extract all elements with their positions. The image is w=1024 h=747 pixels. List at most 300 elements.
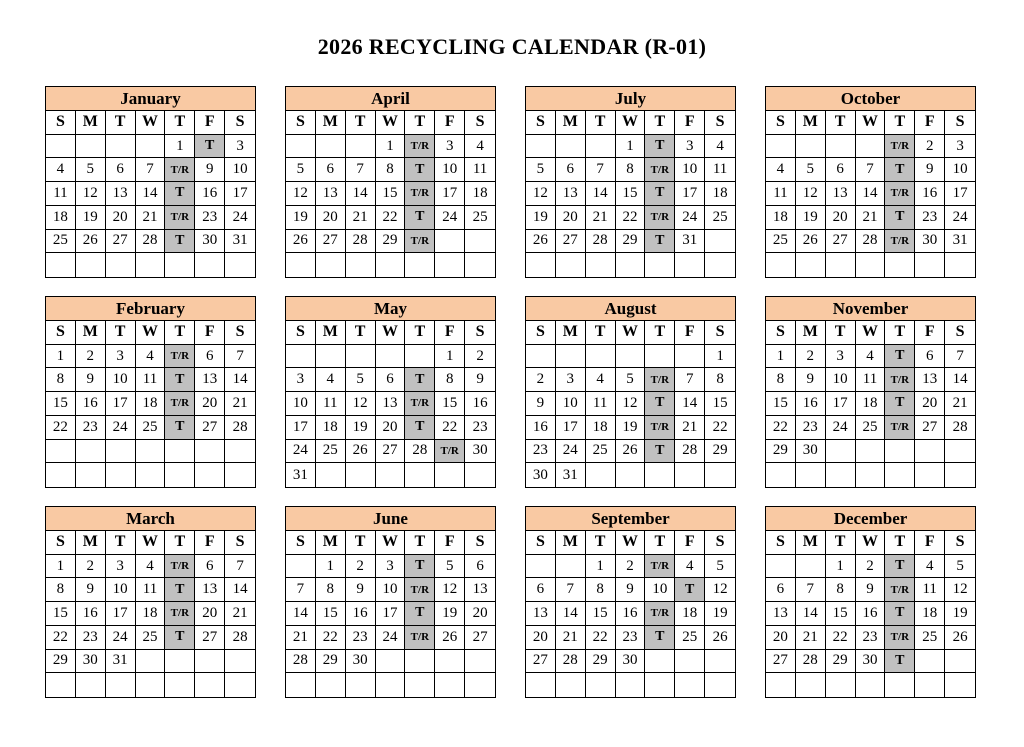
- week-row: [46, 602, 255, 626]
- weekday-label: W: [856, 531, 886, 555]
- weekday-label: S: [766, 111, 796, 135]
- day-cell: 27: [376, 440, 406, 464]
- day-cell: 12: [796, 182, 826, 206]
- day-cell: 9: [616, 578, 646, 602]
- day-cell: 25: [915, 626, 945, 650]
- week-row: [46, 440, 255, 464]
- day-cell: 22: [435, 416, 465, 440]
- day-cell: 20: [826, 206, 856, 230]
- empty-cell: [165, 463, 195, 487]
- day-cell: 26: [346, 440, 376, 464]
- day-cell: 17: [675, 182, 705, 206]
- day-cell: 10: [376, 578, 406, 602]
- week-row: [766, 182, 975, 206]
- month-name: November: [766, 297, 975, 321]
- day-cell: 25: [705, 206, 735, 230]
- day-cell: 29: [376, 230, 406, 254]
- empty-cell: [526, 555, 556, 579]
- day-cell: 20: [465, 602, 495, 626]
- day-cell: 17: [286, 416, 316, 440]
- day-cell: 27: [556, 230, 586, 254]
- pickup-day: T: [645, 182, 675, 206]
- empty-cell: [766, 673, 796, 697]
- day-cell: 5: [796, 158, 826, 182]
- empty-cell: [586, 253, 616, 277]
- month-name: August: [526, 297, 735, 321]
- day-cell: 12: [286, 182, 316, 206]
- day-cell: 12: [945, 578, 975, 602]
- day-cell: 27: [826, 230, 856, 254]
- weekday-label: S: [286, 531, 316, 555]
- weekday-label: W: [376, 321, 406, 345]
- day-cell: 31: [675, 230, 705, 254]
- pickup-day: T: [165, 182, 195, 206]
- day-cell: 8: [826, 578, 856, 602]
- day-cell: 20: [915, 392, 945, 416]
- weekday-label: F: [435, 111, 465, 135]
- pickup-day: T/R: [165, 158, 195, 182]
- day-cell: 16: [195, 182, 225, 206]
- day-cell: 13: [465, 578, 495, 602]
- weekday-label: T: [645, 111, 675, 135]
- day-cell: 16: [76, 602, 106, 626]
- day-cell: 4: [136, 555, 166, 579]
- pickup-day: T: [165, 416, 195, 440]
- pickup-day: T: [165, 578, 195, 602]
- pickup-day: T/R: [885, 368, 915, 392]
- weekday-label: W: [376, 111, 406, 135]
- day-cell: 6: [526, 578, 556, 602]
- day-cell: 4: [766, 158, 796, 182]
- day-cell: 7: [346, 158, 376, 182]
- pickup-day: T: [885, 158, 915, 182]
- day-cell: 3: [286, 368, 316, 392]
- pickup-day: T: [645, 440, 675, 464]
- day-cell: 19: [796, 206, 826, 230]
- day-cell: 24: [286, 440, 316, 464]
- weekday-label: S: [225, 321, 255, 345]
- weekday-row: [286, 531, 495, 555]
- empty-cell: [76, 440, 106, 464]
- empty-cell: [915, 253, 945, 277]
- empty-cell: [405, 463, 435, 487]
- day-cell: 21: [556, 626, 586, 650]
- weekday-row: [526, 531, 735, 555]
- day-cell: 25: [465, 206, 495, 230]
- day-cell: 18: [675, 602, 705, 626]
- day-cell: 10: [675, 158, 705, 182]
- empty-cell: [76, 253, 106, 277]
- weekday-label: S: [526, 111, 556, 135]
- empty-cell: [885, 440, 915, 464]
- empty-cell: [136, 135, 166, 159]
- day-cell: 22: [376, 206, 406, 230]
- day-cell: 25: [136, 416, 166, 440]
- weekday-label: T: [106, 111, 136, 135]
- day-cell: 27: [465, 626, 495, 650]
- week-row: [286, 135, 495, 159]
- week-row: [766, 230, 975, 254]
- day-cell: 15: [46, 392, 76, 416]
- weekday-label: M: [556, 321, 586, 345]
- month-february: [45, 296, 256, 488]
- month-december: [765, 506, 976, 698]
- day-cell: 14: [945, 368, 975, 392]
- day-cell: 17: [106, 602, 136, 626]
- day-cell: 17: [435, 182, 465, 206]
- week-row: [46, 158, 255, 182]
- day-cell: 16: [856, 602, 886, 626]
- day-cell: 19: [945, 602, 975, 626]
- week-row: [46, 673, 255, 697]
- day-cell: 4: [915, 555, 945, 579]
- week-row: [286, 368, 495, 392]
- weekday-label: S: [46, 531, 76, 555]
- weekday-row: [766, 111, 975, 135]
- pickup-day: T/R: [405, 230, 435, 254]
- week-row: [286, 602, 495, 626]
- day-cell: 13: [376, 392, 406, 416]
- weekday-label: F: [435, 531, 465, 555]
- week-row: [526, 440, 735, 464]
- month-october: [765, 86, 976, 278]
- weekday-label: T: [826, 321, 856, 345]
- empty-cell: [136, 673, 166, 697]
- week-row: [46, 253, 255, 277]
- day-cell: 25: [586, 440, 616, 464]
- day-cell: 18: [465, 182, 495, 206]
- weekday-label: S: [526, 321, 556, 345]
- week-row: [46, 555, 255, 579]
- day-cell: 1: [316, 555, 346, 579]
- week-row: [286, 182, 495, 206]
- day-cell: 27: [526, 650, 556, 674]
- empty-cell: [586, 135, 616, 159]
- week-row: [286, 416, 495, 440]
- empty-cell: [46, 673, 76, 697]
- day-cell: 8: [435, 368, 465, 392]
- day-cell: 3: [376, 555, 406, 579]
- day-cell: 23: [526, 440, 556, 464]
- pickup-day: T/R: [645, 602, 675, 626]
- weekday-label: W: [616, 531, 646, 555]
- empty-cell: [286, 555, 316, 579]
- weekday-row: [766, 531, 975, 555]
- day-cell: 1: [46, 345, 76, 369]
- empty-cell: [556, 555, 586, 579]
- week-row: [766, 602, 975, 626]
- weekday-label: S: [465, 321, 495, 345]
- empty-cell: [675, 463, 705, 487]
- day-cell: 5: [286, 158, 316, 182]
- month-july: [525, 86, 736, 278]
- day-cell: 17: [945, 182, 975, 206]
- day-cell: 29: [705, 440, 735, 464]
- empty-cell: [346, 345, 376, 369]
- empty-cell: [586, 463, 616, 487]
- day-cell: 14: [675, 392, 705, 416]
- day-cell: 5: [435, 555, 465, 579]
- week-row: [286, 230, 495, 254]
- empty-cell: [316, 253, 346, 277]
- day-cell: 24: [376, 626, 406, 650]
- week-row: [46, 230, 255, 254]
- weekday-label: W: [136, 111, 166, 135]
- empty-cell: [856, 440, 886, 464]
- pickup-day: T/R: [645, 555, 675, 579]
- day-cell: 7: [556, 578, 586, 602]
- empty-cell: [526, 345, 556, 369]
- day-cell: 13: [195, 368, 225, 392]
- day-cell: 24: [225, 206, 255, 230]
- weekday-label: F: [915, 531, 945, 555]
- day-cell: 15: [586, 602, 616, 626]
- weekday-label: T: [586, 321, 616, 345]
- empty-cell: [826, 135, 856, 159]
- pickup-day: T/R: [645, 206, 675, 230]
- empty-cell: [165, 253, 195, 277]
- weekday-row: [526, 321, 735, 345]
- empty-cell: [766, 463, 796, 487]
- empty-cell: [405, 650, 435, 674]
- pickup-day: T/R: [405, 182, 435, 206]
- day-cell: 24: [106, 626, 136, 650]
- empty-cell: [225, 650, 255, 674]
- weekday-label: T: [405, 531, 435, 555]
- empty-cell: [435, 230, 465, 254]
- empty-cell: [165, 650, 195, 674]
- day-cell: 2: [346, 555, 376, 579]
- empty-cell: [376, 253, 406, 277]
- empty-cell: [225, 440, 255, 464]
- day-cell: 28: [136, 230, 166, 254]
- empty-cell: [796, 555, 826, 579]
- day-cell: 29: [616, 230, 646, 254]
- day-cell: 9: [76, 578, 106, 602]
- day-cell: 14: [225, 578, 255, 602]
- week-row: [286, 555, 495, 579]
- day-cell: 24: [945, 206, 975, 230]
- empty-cell: [586, 345, 616, 369]
- week-row: [526, 555, 735, 579]
- day-cell: 3: [106, 555, 136, 579]
- weekday-label: S: [766, 531, 796, 555]
- weekday-label: S: [225, 111, 255, 135]
- week-row: [46, 626, 255, 650]
- day-cell: 20: [316, 206, 346, 230]
- weekday-label: M: [76, 531, 106, 555]
- day-cell: 12: [346, 392, 376, 416]
- day-cell: 23: [195, 206, 225, 230]
- weekday-row: [46, 531, 255, 555]
- day-cell: 7: [945, 345, 975, 369]
- weekday-label: T: [645, 321, 675, 345]
- day-cell: 12: [526, 182, 556, 206]
- day-cell: 23: [76, 416, 106, 440]
- day-cell: 6: [465, 555, 495, 579]
- empty-cell: [616, 673, 646, 697]
- weekday-label: T: [586, 111, 616, 135]
- pickup-day: T: [645, 135, 675, 159]
- empty-cell: [915, 673, 945, 697]
- empty-cell: [856, 673, 886, 697]
- day-cell: 10: [106, 578, 136, 602]
- day-cell: 16: [616, 602, 646, 626]
- month-name: December: [766, 507, 975, 531]
- week-row: [526, 206, 735, 230]
- day-cell: 10: [945, 158, 975, 182]
- day-cell: 30: [195, 230, 225, 254]
- pickup-day: T: [165, 626, 195, 650]
- pickup-day: T/R: [165, 555, 195, 579]
- empty-cell: [195, 673, 225, 697]
- day-cell: 24: [435, 206, 465, 230]
- weekday-label: S: [286, 321, 316, 345]
- day-cell: 21: [586, 206, 616, 230]
- empty-cell: [645, 650, 675, 674]
- day-cell: 30: [856, 650, 886, 674]
- day-cell: 24: [106, 416, 136, 440]
- day-cell: 16: [915, 182, 945, 206]
- day-cell: 17: [376, 602, 406, 626]
- empty-cell: [675, 253, 705, 277]
- day-cell: 26: [526, 230, 556, 254]
- empty-cell: [106, 463, 136, 487]
- pickup-day: T/R: [645, 416, 675, 440]
- week-row: [766, 253, 975, 277]
- day-cell: 28: [286, 650, 316, 674]
- empty-cell: [405, 673, 435, 697]
- day-cell: 20: [106, 206, 136, 230]
- empty-cell: [346, 253, 376, 277]
- week-row: [526, 416, 735, 440]
- empty-cell: [915, 650, 945, 674]
- day-cell: 12: [76, 182, 106, 206]
- day-cell: 24: [826, 416, 856, 440]
- weekday-label: S: [766, 321, 796, 345]
- weekday-label: T: [165, 321, 195, 345]
- day-cell: 15: [766, 392, 796, 416]
- weekday-label: M: [76, 321, 106, 345]
- empty-cell: [826, 673, 856, 697]
- weekday-label: T: [346, 531, 376, 555]
- empty-cell: [705, 253, 735, 277]
- week-row: [526, 602, 735, 626]
- day-cell: 3: [435, 135, 465, 159]
- day-cell: 1: [766, 345, 796, 369]
- day-cell: 31: [286, 463, 316, 487]
- day-cell: 10: [435, 158, 465, 182]
- day-cell: 23: [76, 626, 106, 650]
- empty-cell: [645, 463, 675, 487]
- empty-cell: [106, 673, 136, 697]
- day-cell: 21: [346, 206, 376, 230]
- empty-cell: [796, 463, 826, 487]
- weekday-label: S: [945, 321, 975, 345]
- month-january: [45, 86, 256, 278]
- pickup-day: T: [645, 230, 675, 254]
- weekday-label: S: [46, 111, 76, 135]
- empty-cell: [136, 253, 166, 277]
- week-row: [46, 206, 255, 230]
- week-row: [46, 463, 255, 487]
- empty-cell: [885, 253, 915, 277]
- week-row: [286, 345, 495, 369]
- day-cell: 30: [526, 463, 556, 487]
- weekday-label: M: [556, 531, 586, 555]
- empty-cell: [46, 440, 76, 464]
- day-cell: 7: [675, 368, 705, 392]
- day-cell: 12: [435, 578, 465, 602]
- day-cell: 23: [616, 626, 646, 650]
- pickup-day: T: [675, 578, 705, 602]
- day-cell: 25: [136, 626, 166, 650]
- week-row: [286, 463, 495, 487]
- weekday-label: T: [165, 111, 195, 135]
- pickup-day: T: [645, 626, 675, 650]
- day-cell: 16: [346, 602, 376, 626]
- empty-cell: [286, 253, 316, 277]
- empty-cell: [826, 463, 856, 487]
- pickup-day: T: [645, 392, 675, 416]
- empty-cell: [76, 463, 106, 487]
- day-cell: 11: [46, 182, 76, 206]
- empty-cell: [136, 650, 166, 674]
- day-cell: 20: [376, 416, 406, 440]
- day-cell: 28: [796, 650, 826, 674]
- empty-cell: [675, 673, 705, 697]
- weekday-label: T: [165, 531, 195, 555]
- weekday-label: S: [705, 321, 735, 345]
- month-name: May: [286, 297, 495, 321]
- day-cell: 11: [136, 368, 166, 392]
- day-cell: 26: [76, 230, 106, 254]
- page-title: 2026 RECYCLING CALENDAR (R-01): [317, 34, 707, 59]
- day-cell: 13: [915, 368, 945, 392]
- day-cell: 30: [346, 650, 376, 674]
- day-cell: 7: [136, 158, 166, 182]
- weekday-label: W: [856, 321, 886, 345]
- day-cell: 21: [136, 206, 166, 230]
- empty-cell: [165, 673, 195, 697]
- empty-cell: [526, 253, 556, 277]
- day-cell: 6: [195, 555, 225, 579]
- weekday-label: M: [796, 531, 826, 555]
- month-name: September: [526, 507, 735, 531]
- empty-cell: [885, 673, 915, 697]
- empty-cell: [856, 463, 886, 487]
- weekday-label: T: [885, 111, 915, 135]
- day-cell: 28: [346, 230, 376, 254]
- empty-cell: [46, 463, 76, 487]
- week-row: [286, 673, 495, 697]
- week-row: [526, 253, 735, 277]
- day-cell: 3: [675, 135, 705, 159]
- week-row: [286, 158, 495, 182]
- weekday-label: W: [616, 321, 646, 345]
- month-name: March: [46, 507, 255, 531]
- empty-cell: [165, 440, 195, 464]
- day-cell: 30: [76, 650, 106, 674]
- week-row: [526, 392, 735, 416]
- day-cell: 4: [675, 555, 705, 579]
- day-cell: 13: [766, 602, 796, 626]
- empty-cell: [556, 673, 586, 697]
- day-cell: 20: [195, 392, 225, 416]
- empty-cell: [645, 673, 675, 697]
- week-row: [766, 555, 975, 579]
- weekday-label: M: [316, 531, 346, 555]
